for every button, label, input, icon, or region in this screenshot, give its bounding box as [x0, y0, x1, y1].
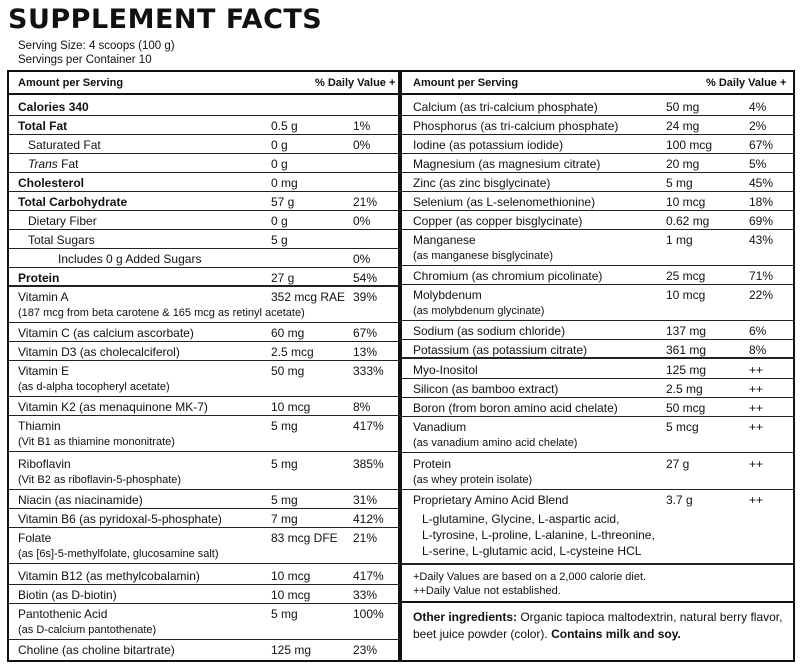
- row-protein: [9, 269, 398, 287]
- row-protein-right: [402, 455, 793, 490]
- nutrient-source: (as D-calcium pantothenate): [18, 624, 157, 636]
- nutrient-dv: 5%: [749, 157, 767, 171]
- nutrient-name: Copper (as copper bisglycinate): [413, 214, 583, 228]
- nutrient-name: Proprietary Amino Acid Blend: [413, 493, 569, 507]
- row-vitamin-b6: [9, 510, 398, 528]
- nutrient-amount: 2.5 mcg: [271, 345, 314, 359]
- nutrient-dv: ++: [749, 493, 764, 507]
- left-header-rule: [9, 93, 398, 95]
- nutrient-source: (Vit B2 as riboflavin-5-phosphate): [18, 474, 182, 486]
- nutrient-dv: 385%: [353, 457, 384, 471]
- nutrient-amount: 361 mg: [666, 343, 707, 357]
- nutrient-dv: ++: [749, 401, 764, 415]
- nutrient-amount: 0 g: [271, 157, 288, 171]
- nutrient-dv: 2%: [749, 119, 767, 133]
- nutrient-amount: 352 mcg RAE: [271, 290, 346, 304]
- nutrient-name: Molybdenum: [413, 288, 482, 302]
- footnote-rule: [402, 601, 793, 603]
- nutrient-name: Zinc (as zinc bisglycinate): [413, 176, 551, 190]
- row-boron: [402, 399, 793, 417]
- nutrient-amount: 0 g: [271, 138, 288, 152]
- nutrient-dv: 0%: [353, 214, 371, 228]
- nutrient-amount: 5 mg: [271, 457, 298, 471]
- nutrient-amount: 24 mg: [666, 119, 700, 133]
- nutrient-dv: 8%: [749, 343, 767, 357]
- nutrient-dv: 69%: [749, 214, 774, 228]
- footnote-daily-values: +Daily Values are based on a 2,000 calorie diet.: [413, 571, 647, 583]
- nutrient-source: (as d-alpha tocopheryl acetate): [18, 381, 170, 393]
- nutrient-amount: 7 mg: [271, 512, 298, 526]
- nutrient-source: (as vanadium amino acid chelate): [413, 437, 578, 449]
- nutrient-name: Folate: [18, 531, 52, 545]
- row-trans-fat: [9, 155, 398, 173]
- nutrient-name: Potassium (as potassium citrate): [413, 343, 588, 357]
- nutrient-amount: 10 mcg: [666, 288, 706, 302]
- row-vitamin-b12: [9, 567, 398, 585]
- nutrient-dv: ++: [749, 382, 764, 396]
- nutrient-dv: 67%: [749, 138, 774, 152]
- nutrient-dv: 21%: [353, 531, 378, 545]
- left-dv-header: % Daily Value +: [315, 77, 396, 89]
- nutrient-amount: 0.62 mg: [666, 214, 710, 228]
- nutrient-dv: 22%: [749, 288, 774, 302]
- nutrient-amount: 5 mg: [271, 419, 298, 433]
- nutrient-source: (Vit B1 as thiamine mononitrate): [18, 436, 175, 448]
- nutrient-source: (as manganese bisglycinate): [413, 250, 554, 262]
- nutrient-name: Selenium (as L-selenomethionine): [413, 195, 596, 209]
- nutrient-name: Vitamin D3 (as cholecalciferol): [18, 345, 180, 359]
- row-saturated-fat: [9, 136, 398, 154]
- nutrient-source: (as molybdenum glycinate): [413, 305, 545, 317]
- row-vitamin-c: [9, 324, 398, 342]
- nutrient-amount: 5 mg: [666, 176, 693, 190]
- nutrient-dv: ++: [749, 457, 764, 471]
- row-vitamin-a: [9, 288, 398, 323]
- nutrient-name: [28, 157, 78, 171]
- nutrient-name: Dietary Fiber: [28, 214, 97, 228]
- nutrient-name: Chromium (as chromium picolinate): [413, 269, 603, 283]
- nutrient-name: Calories 340: [18, 100, 89, 114]
- nutrient-dv: 1%: [353, 119, 371, 133]
- row-niacin: [9, 491, 398, 509]
- trans-fat-suffix: Fat: [57, 157, 79, 171]
- row-calories: [9, 98, 398, 116]
- label-title: SUPPLEMENT FACTS: [8, 4, 323, 35]
- nutrient-dv: 21%: [353, 195, 378, 209]
- row-folate: [9, 529, 398, 564]
- blend-ingredients-line: L-serine, L-glutamic acid, L-cysteine HCL: [422, 544, 642, 558]
- nutrient-dv: ++: [749, 363, 764, 377]
- nutrient-name: Vitamin K2 (as menaquinone MK-7): [18, 400, 208, 414]
- other-ingredients-text: Organic tapioca maltodextrin, natural berry flavor, beet juice powder (color).: [413, 610, 783, 641]
- row-iodine: [402, 136, 793, 154]
- nutrient-name: Total Fat: [18, 119, 68, 133]
- row-silicon: [402, 380, 793, 398]
- nutrient-dv: 45%: [749, 176, 774, 190]
- nutrient-dv: 0%: [353, 138, 371, 152]
- nutrient-name: Magnesium (as magnesium citrate): [413, 157, 601, 171]
- row-manganese: [402, 231, 793, 266]
- nutrient-dv: 71%: [749, 269, 774, 283]
- row-vitamin-d3: [9, 343, 398, 361]
- nutrient-name: Silicon (as bamboo extract): [413, 382, 559, 396]
- nutrient-name: Myo-Inositol: [413, 363, 478, 377]
- allergen-statement: Contains milk and soy.: [551, 627, 681, 641]
- row-vitamin-e: [9, 362, 398, 397]
- nutrient-dv: 333%: [353, 364, 384, 378]
- nutrient-name: Riboflavin: [18, 457, 71, 471]
- nutrient-name: Pantothenic Acid: [18, 607, 108, 621]
- nutrient-amount: 57 g: [271, 195, 295, 209]
- nutrient-amount: 5 mg: [271, 607, 298, 621]
- row-sodium: [402, 322, 793, 340]
- nutrient-name: Niacin (as niacinamide): [18, 493, 143, 507]
- nutrient-amount: 27 g: [666, 457, 690, 471]
- nutrient-amount: 100 mcg: [666, 138, 713, 152]
- nutrient-dv: 6%: [749, 324, 767, 338]
- nutrient-dv: 31%: [353, 493, 378, 507]
- nutrient-dv: 100%: [353, 607, 384, 621]
- right-amount-header: Amount per Serving: [413, 77, 519, 89]
- row-dietary-fiber: [9, 212, 398, 230]
- nutrient-name: Cholesterol: [18, 176, 85, 190]
- row-calcium: [402, 98, 793, 116]
- nutrient-amount: 50 mg: [666, 100, 700, 114]
- nutrient-dv: 33%: [353, 588, 378, 602]
- row-biotin: [9, 586, 398, 604]
- row-myo-inositol: [402, 361, 793, 379]
- nutrient-dv: 18%: [749, 195, 774, 209]
- nutrient-dv: 0%: [353, 252, 371, 266]
- nutrient-amount: 5 mg: [271, 493, 298, 507]
- nutrient-dv: 4%: [749, 100, 767, 114]
- nutrient-dv: 13%: [353, 345, 378, 359]
- nutrient-dv: ++: [749, 420, 764, 434]
- nutrient-amount: 5 g: [271, 233, 288, 247]
- nutrient-amount: 10 mcg: [666, 195, 706, 209]
- nutrient-amount: 10 mcg: [271, 588, 311, 602]
- nutrient-name: Protein: [413, 457, 452, 471]
- nutrient-name: Boron (from boron amino acid chelate): [413, 401, 618, 415]
- row-chromium: [402, 267, 793, 285]
- other-ingredients: [413, 609, 791, 643]
- nutrient-amount: 125 mg: [271, 643, 312, 657]
- row-copper: [402, 212, 793, 230]
- nutrient-amount: 10 mcg: [271, 569, 311, 583]
- row-vitamin-k2: [9, 398, 398, 416]
- right-header-rule: [402, 93, 793, 95]
- nutrient-dv: 43%: [749, 233, 774, 247]
- nutrient-amount: 0.5 g: [271, 119, 298, 133]
- nutrient-amount: 3.7 g: [666, 493, 693, 507]
- blend-ingredients-line: L-tyrosine, L-proline, L-alanine, L-threonine,: [422, 528, 655, 542]
- nutrient-amount: 10 mcg: [271, 400, 311, 414]
- nutrient-dv: 417%: [353, 419, 384, 433]
- nutrient-dv: 8%: [353, 400, 371, 414]
- nutrient-dv: 412%: [353, 512, 384, 526]
- nutrient-name: Vitamin A: [18, 290, 69, 304]
- nutrient-name: Sodium (as sodium chloride): [413, 324, 566, 338]
- row-riboflavin: [9, 455, 398, 490]
- serving-size: Serving Size: 4 scoops (100 g): [18, 40, 175, 52]
- row-vanadium: [402, 418, 793, 453]
- row-magnesium: [402, 155, 793, 173]
- row-phosphorus: [402, 117, 793, 135]
- row-added-sugars: [9, 250, 398, 268]
- nutrient-amount: 0 mg: [271, 176, 298, 190]
- left-amount-header: Amount per Serving: [18, 77, 124, 89]
- nutrient-amount: 2.5 mg: [666, 382, 703, 396]
- nutrient-dv: 54%: [353, 271, 378, 285]
- nutrient-name: Total Sugars: [28, 233, 95, 247]
- nutrient-amount: 20 mg: [666, 157, 700, 171]
- nutrient-dv: 23%: [353, 643, 378, 657]
- nutrient-amount: 125 mg: [666, 363, 707, 377]
- nutrient-amount: 50 mg: [271, 364, 305, 378]
- nutrient-amount: 60 mg: [271, 326, 305, 340]
- nutrient-name: Includes 0 g Added Sugars: [58, 252, 202, 266]
- nutrient-name: Phosphorus (as tri-calcium phosphate): [413, 119, 619, 133]
- footnote-not-established: ++Daily Value not established.: [413, 585, 561, 597]
- nutrient-name: Choline (as choline bitartrate): [18, 643, 175, 657]
- nutrient-name: Biotin (as D-biotin): [18, 588, 117, 602]
- other-ingredients-label: Other ingredients:: [413, 610, 518, 624]
- nutrient-amount: 5 mcg: [666, 420, 699, 434]
- nutrient-amount: 27 g: [271, 271, 295, 285]
- nutrient-source: (as whey protein isolate): [413, 474, 533, 486]
- row-molybdenum: [402, 286, 793, 321]
- row-cholesterol: [9, 174, 398, 192]
- nutrient-name: Vitamin E: [18, 364, 70, 378]
- row-potassium: [402, 341, 793, 359]
- nutrient-amount: 25 mcg: [666, 269, 706, 283]
- blend-ingredients-line: L-glutamine, Glycine, L-aspartic acid,: [422, 512, 620, 526]
- nutrient-amount: 0 g: [271, 214, 288, 228]
- nutrient-name: Vitamin C (as calcium ascorbate): [18, 326, 194, 340]
- nutrient-dv: 67%: [353, 326, 378, 340]
- nutrient-name: Saturated Fat: [28, 138, 101, 152]
- right-dv-header: % Daily Value +: [706, 77, 787, 89]
- nutrient-name: Vitamin B6 (as pyridoxal-5-phosphate): [18, 512, 222, 526]
- nutrient-name: Protein: [18, 271, 60, 285]
- row-thiamin: [9, 417, 398, 452]
- row-total-carbohydrate: [9, 193, 398, 211]
- servings-per-container: Servings per Container 10: [18, 54, 152, 66]
- nutrient-source: (187 mcg from beta carotene & 165 mcg as retinyl acetate): [18, 307, 305, 319]
- nutrient-source: (as [6s]-5-methylfolate, glucosamine salt): [18, 548, 219, 560]
- nutrient-amount: 83 mcg DFE: [271, 531, 338, 545]
- nutrient-amount: 137 mg: [666, 324, 707, 338]
- nutrient-dv: 39%: [353, 290, 378, 304]
- nutrient-name: Calcium (as tri-calcium phosphate): [413, 100, 598, 114]
- nutrient-name: Vitamin B12 (as methylcobalamin): [18, 569, 200, 583]
- row-total-fat: [9, 117, 398, 135]
- trans-italic: Trans: [28, 157, 58, 171]
- nutrient-name: Thiamin: [18, 419, 61, 433]
- row-selenium: [402, 193, 793, 211]
- row-pantothenic-acid: [9, 605, 398, 640]
- row-amino-blend: [402, 491, 793, 565]
- nutrient-amount: 1 mg: [666, 233, 693, 247]
- row-zinc: [402, 174, 793, 192]
- nutrient-amount: 50 mcg: [666, 401, 706, 415]
- nutrient-name: Iodine (as potassium iodide): [413, 138, 564, 152]
- nutrient-name: Vanadium: [413, 420, 467, 434]
- nutrient-name: Manganese: [413, 233, 476, 247]
- row-total-sugars: [9, 231, 398, 249]
- row-choline: [9, 641, 398, 659]
- nutrient-name: Total Carbohydrate: [18, 195, 128, 209]
- nutrient-dv: 417%: [353, 569, 384, 583]
